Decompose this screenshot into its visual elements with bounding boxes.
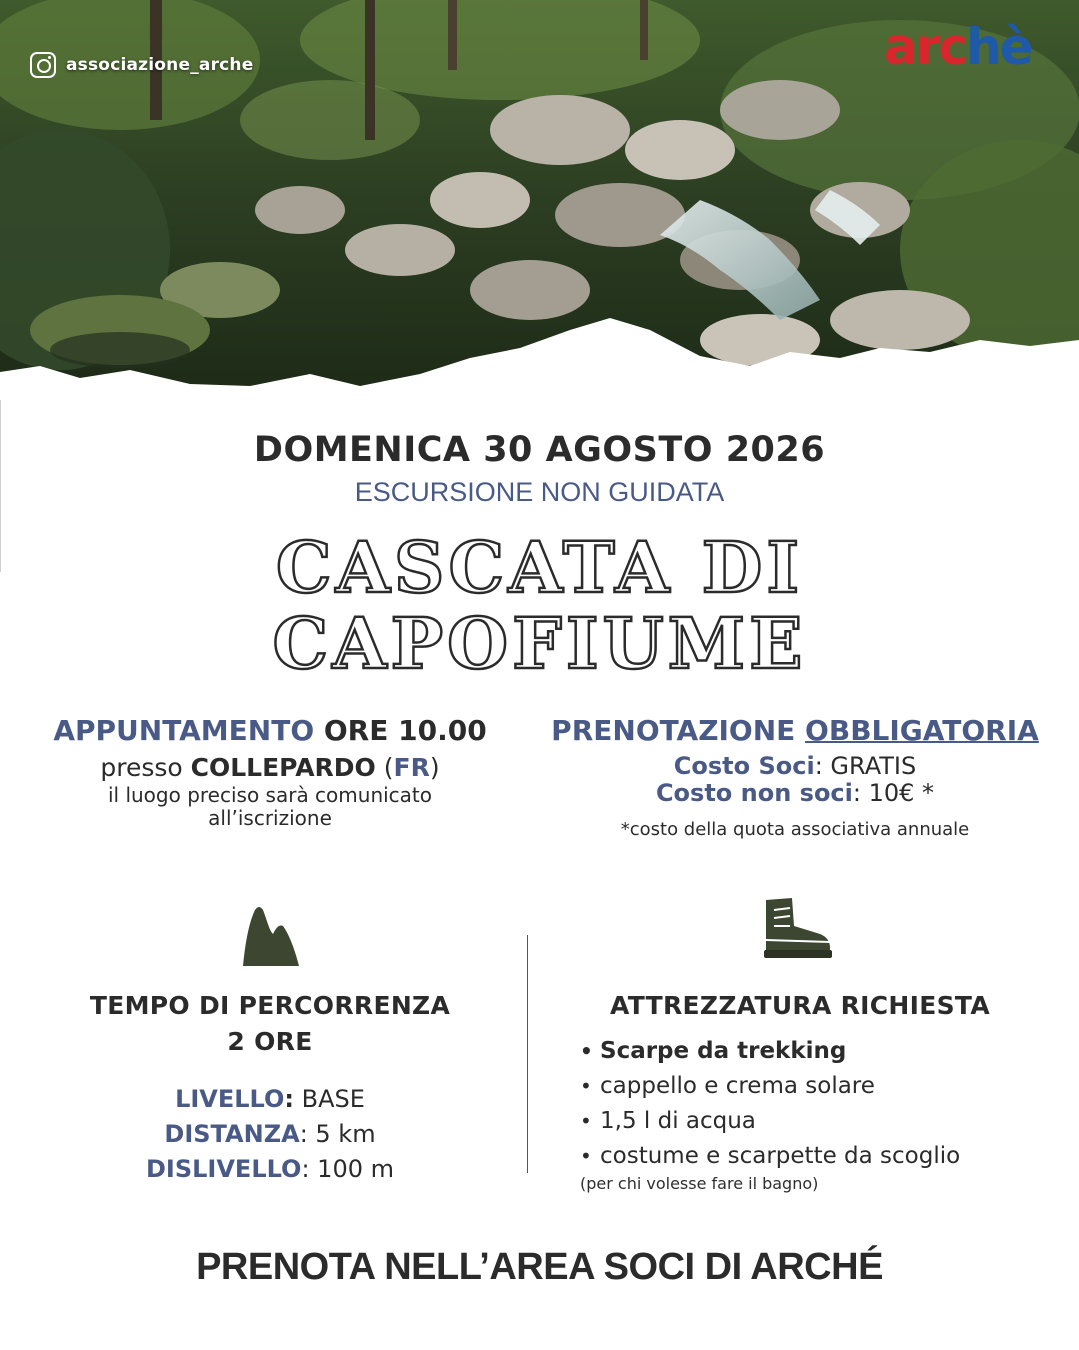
- elevation-row: [20, 1152, 520, 1187]
- level-colon: :: [284, 1085, 294, 1113]
- route-heading: [20, 988, 520, 1060]
- place-note-line1: il luogo preciso sarà comunicato: [107, 783, 433, 807]
- route-duration: 2 ORE: [227, 1027, 313, 1056]
- meeting-heading: [20, 714, 520, 747]
- booking-cta: PRENOTA NELL’AREA SOCI DI ARCHÉ: [196, 1246, 883, 1288]
- meeting-label: APPUNTAMENTO: [53, 714, 315, 747]
- instagram-handle[interactable]: [30, 52, 253, 78]
- province-open: (: [383, 753, 394, 782]
- distance-row: [20, 1117, 520, 1152]
- meeting-place: [20, 753, 520, 782]
- cost-nonmembers: [530, 780, 1060, 807]
- meeting-time: ORE 10.00: [323, 714, 487, 747]
- distance-value: : 5 km: [299, 1120, 376, 1148]
- mountain-icon: [241, 904, 301, 968]
- boot-icon: [762, 896, 832, 960]
- cost-footnote: *costo della quota associativa annuale: [620, 819, 970, 840]
- elevation-label: DISLIVELLO: [146, 1155, 302, 1183]
- cost-nonmembers-value: : 10€ *: [852, 779, 935, 807]
- logo-text-red: arc: [884, 18, 967, 76]
- equipment-list: [540, 1034, 1060, 1174]
- event-title-line2: CAPOFIUME: [272, 602, 807, 685]
- cost-members: [530, 753, 1060, 780]
- instagram-handle-text: associazione_arche: [66, 55, 254, 75]
- level-value: BASE: [294, 1085, 365, 1113]
- instagram-icon: [30, 52, 56, 78]
- route-stats: [20, 1082, 520, 1187]
- booking-mandatory: OBBLIGATORIA: [805, 714, 1039, 747]
- level-label: LIVELLO: [175, 1085, 285, 1113]
- column-divider: [527, 935, 528, 1173]
- booking-label: PRENOTAZIONE: [551, 714, 796, 747]
- distance-label: DISTANZA: [164, 1120, 300, 1148]
- equipment-item-continuation: (per chi volesse fare il bagno): [580, 1174, 819, 1193]
- place-note-line2: all’iscrizione: [208, 806, 332, 830]
- province-close: ): [429, 753, 440, 782]
- arche-logo: [884, 18, 1032, 76]
- logo-text-blue: hè: [966, 18, 1032, 76]
- presso-label: presso: [100, 753, 183, 782]
- event-title: [0, 526, 1079, 685]
- hero-photo: [0, 0, 1079, 400]
- booking-info: [530, 714, 1060, 840]
- level-row: [20, 1082, 520, 1117]
- booking-heading: [530, 714, 1060, 747]
- equipment-item: • costume e scarpette da scoglio: [580, 1139, 1060, 1174]
- elevation-value: : 100 m: [301, 1155, 394, 1183]
- place-note: [20, 784, 520, 830]
- route-heading-line1: TEMPO DI PERCORRENZA: [89, 991, 451, 1020]
- cost-members-label: Costo Soci: [673, 752, 815, 780]
- event-type: ESCURSIONE NON GUIDATA: [354, 477, 725, 507]
- event-date: DOMENICA 30 AGOSTO 2026: [253, 430, 826, 470]
- equipment-info: [540, 988, 1060, 1193]
- cost-members-value: : GRATIS: [814, 752, 917, 780]
- cost-nonmembers-label: Costo non soci: [655, 779, 853, 807]
- province-code: FR: [393, 753, 430, 782]
- equipment-item: • cappello e crema solare: [580, 1069, 1060, 1104]
- meeting-info: [20, 714, 520, 830]
- place-name: COLLEPARDO: [190, 753, 376, 782]
- equipment-item: • Scarpe da trekking: [580, 1034, 1060, 1069]
- route-info: [20, 988, 520, 1187]
- equipment-item: • 1,5 l di acqua: [580, 1104, 1060, 1139]
- equipment-heading: ATTREZZATURA RICHIESTA: [609, 991, 990, 1020]
- event-title-line1: CASCATA DI: [275, 526, 804, 609]
